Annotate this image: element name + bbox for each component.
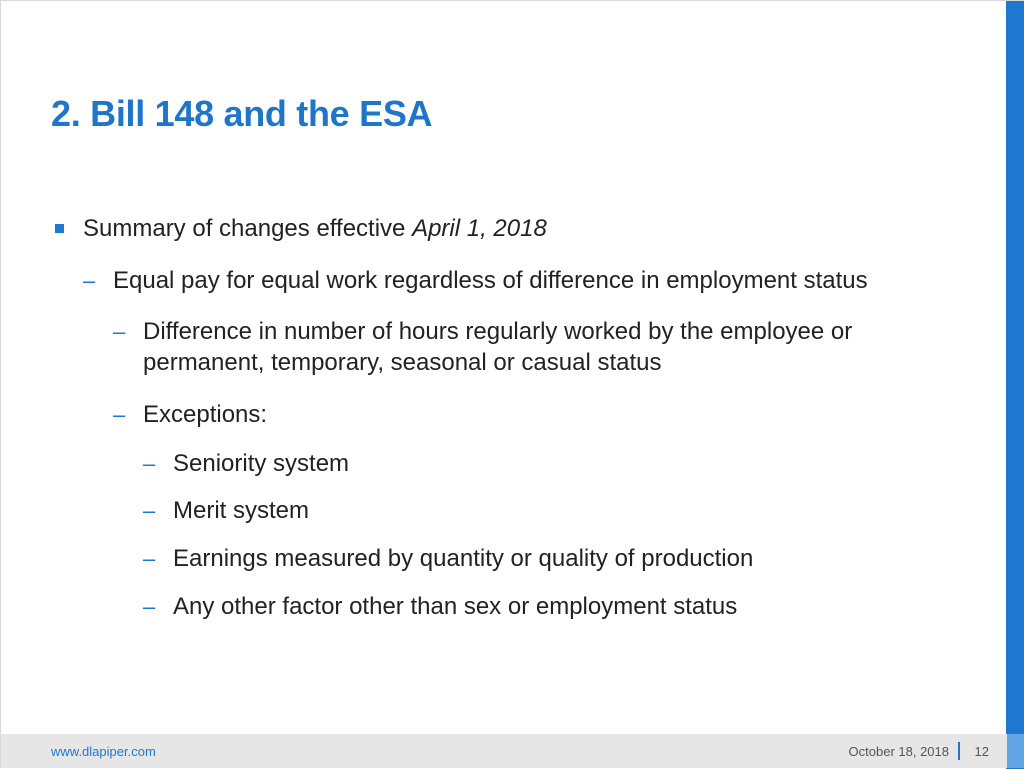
dash-bullet-icon: – <box>113 402 126 427</box>
dash-bullet-icon: – <box>83 268 96 293</box>
bullet-level-4 <box>143 591 738 622</box>
bullet-level-3 <box>113 399 268 430</box>
dash-bullet-icon: – <box>143 594 156 619</box>
bullet-text: Exceptions: <box>143 401 268 428</box>
page-number: 12 <box>974 744 989 759</box>
bullet-text: Earnings measured by quantity or quality of production <box>173 545 754 572</box>
dash-bullet-icon: – <box>143 546 156 571</box>
dash-bullet-icon: – <box>143 498 156 523</box>
bullet-text: Seniority system <box>173 450 350 477</box>
bullet-level-1 <box>83 213 547 244</box>
accent-side-bar-footer <box>1006 734 1024 768</box>
bullet-text: Equal pay for equal work regardless of difference in employment status <box>113 267 868 294</box>
bullet-text: Merit system <box>173 497 310 524</box>
bullet-level-4 <box>143 448 350 479</box>
footer-date: October 18, 2018 <box>848 744 949 759</box>
bullet-level-4 <box>143 495 310 526</box>
footer-bar <box>1 734 1007 768</box>
bullet-text: Difference in number of hours regularly worked by the employee or permanent, temporary, seasonal or casual status <box>143 318 853 376</box>
bullet-text: Summary of changes effective <box>83 215 413 242</box>
bullet-level-2 <box>83 265 868 296</box>
bullet-level-3 <box>113 316 923 378</box>
footer-website-link[interactable]: www.dlapiper.com <box>51 744 156 759</box>
dash-bullet-icon: – <box>143 451 156 476</box>
bullet-text: Any other factor other than sex or employment status <box>173 593 738 620</box>
slide-title: 2. Bill 148 and the ESA <box>51 93 433 134</box>
bullet-date-emphasis: April 1, 2018 <box>412 215 547 242</box>
dash-bullet-icon: – <box>113 319 126 344</box>
bullet-level-4 <box>143 543 754 574</box>
footer-separator <box>958 742 960 760</box>
accent-side-bar <box>1006 1 1024 769</box>
